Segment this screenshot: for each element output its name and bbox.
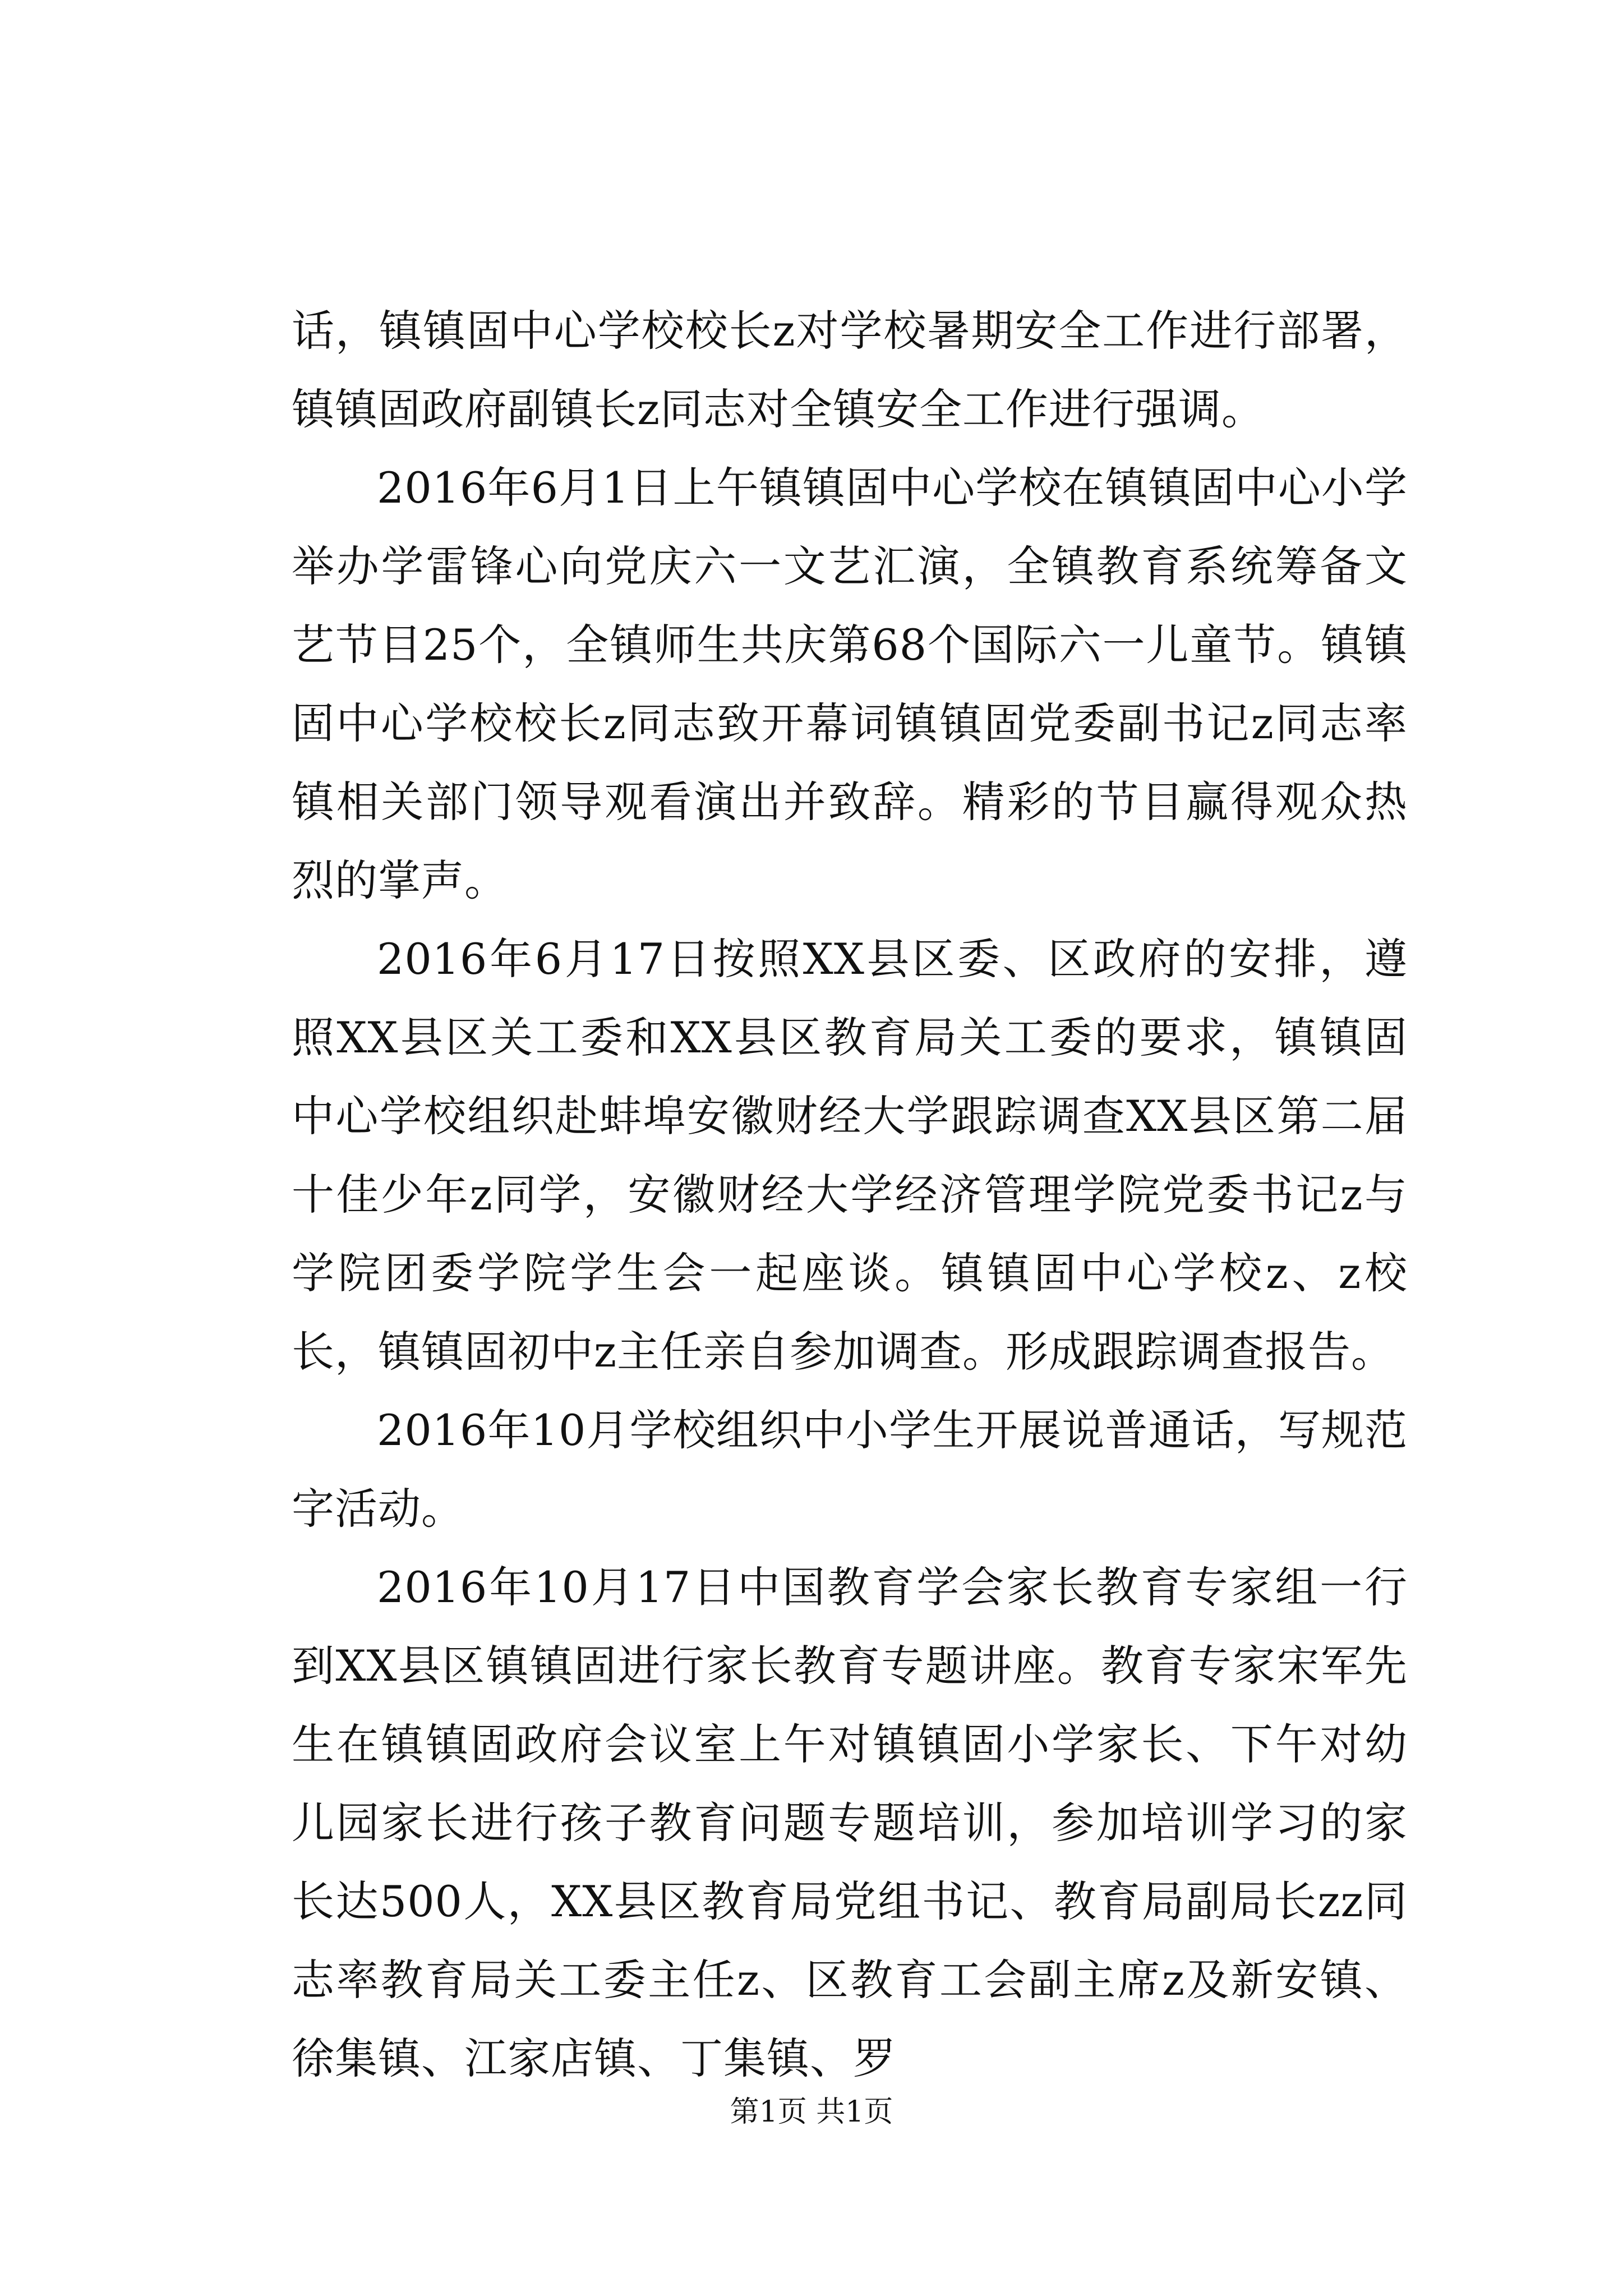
page-number: 第1页 共1页	[730, 2095, 893, 2129]
paragraph-2: 2016年6月1日上午镇镇固中心学校在镇镇固中心小学举办学雷锋心向党庆六一文艺汇演，全镇教育系统筹备文艺节目25个，全镇师生共庆第68个国际六一儿童节。镇镇固中心学校校长z同志致开幕词镇镇固党委副书记z同志率镇相关部门领导观看演出并致辞。精彩的节目赢得观众热烈的掌声。	[292, 463, 1408, 905]
document-body	[292, 292, 1408, 2098]
paragraph-4: 2016年10月学校组织中小学生开展说普通话，写规范字活动。	[292, 1405, 1408, 1534]
paragraph-1: 话，镇镇固中心学校校长z对学校暑期安全工作进行部署，镇镇固政府副镇长z同志对全镇安全工作进行强调。	[292, 306, 1408, 434]
paragraph-5: 2016年10月17日中国教育学会家长教育专家组一行到XX县区镇镇固进行家长教育专题讲座。教育专家宋军先生在镇镇固政府会议室上午对镇镇固小学家长、下午对幼儿园家长进行孩子教育问题专题培训，参加培训学习的家长达500人，XX县区教育局党组书记、教育局副局长zz同志率教育局关工委主任z、区教育工会副主席z及新安镇、徐集镇、江家店镇、丁集镇、罗	[292, 1562, 1408, 2083]
page-footer	[0, 2092, 1623, 2132]
paragraph-3: 2016年6月17日按照XX县区委、区政府的安排，遵照XX县区关工委和XX县区教育局关工委的要求，镇镇固中心学校组织赴蚌埠安徽财经大学跟踪调查XX县区第二届十佳少年z同学，安徽财经大学经济管理学院党委书记z与学院团委学院学生会一起座谈。镇镇固中心学校z、z校长，镇镇固初中z主任亲自参加调查。形成跟踪调查报告。	[292, 934, 1408, 1377]
